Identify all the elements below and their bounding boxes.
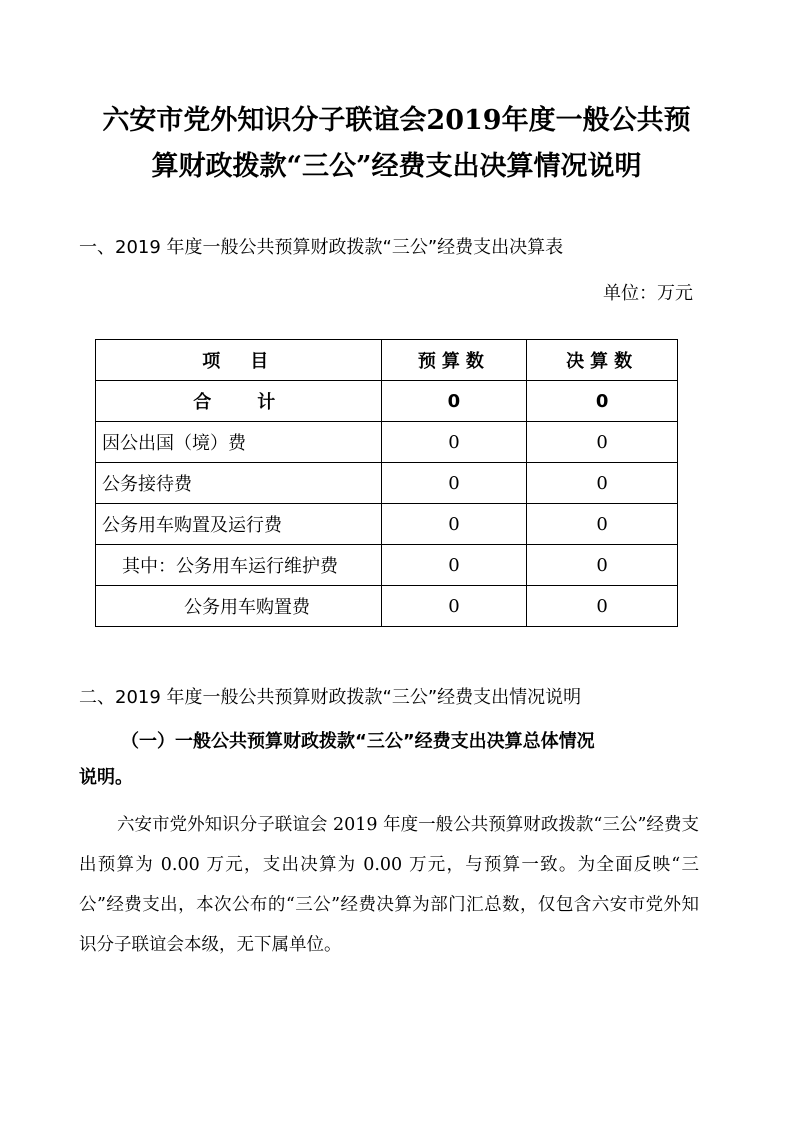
table-row xyxy=(96,504,678,545)
document-title xyxy=(40,98,753,190)
explanation-paragraph: 六安市党外知识分子联谊会 2019 年度一般公共预算财政拨款“三公”经费支出预算为 0.00 万元，支出决算为 0.00 万元，与预算一致。为全面反映“三公”经费支出，本次公布的“三公”经费决算为部门汇总数，仅包含六安市党外知识分子联谊会本级，无下属单位。 xyxy=(79,815,699,955)
row-label: 其中：公务用车运行维护费 xyxy=(96,545,382,586)
title-line-2: 算财政拨款“三公”经费支出决算情况说明 xyxy=(151,151,642,182)
table-header-row xyxy=(96,340,678,381)
row-budget: 0 xyxy=(381,463,527,504)
row-label: 合 计 xyxy=(96,381,382,422)
title-line-1: 六安市党外知识分子联谊会2019年度一般公共预 xyxy=(102,105,691,136)
section-1-heading: 一、2019 年度一般公共预算财政拨款“三公”经费支出决算表 xyxy=(79,237,564,258)
subsection-heading xyxy=(79,724,699,796)
header-final: 决算数 xyxy=(527,340,678,381)
row-budget: 0 xyxy=(381,586,527,627)
table-row xyxy=(96,463,678,504)
subsection-heading-line-1: （一）一般公共预算财政拨款“三公”经费支出决算总体情况 xyxy=(121,731,595,752)
row-label: 公务用车购置费 xyxy=(96,586,382,627)
table-row xyxy=(96,586,678,627)
row-final: 0 xyxy=(527,504,678,545)
subsection-heading-line-2: 说明。 xyxy=(79,767,133,788)
row-label: 公务用车购置及运行费 xyxy=(96,504,382,545)
header-budget: 预算数 xyxy=(381,340,527,381)
row-final: 0 xyxy=(527,463,678,504)
row-label: 因公出国（境）费 xyxy=(96,422,382,463)
row-final: 0 xyxy=(527,422,678,463)
row-budget: 0 xyxy=(381,504,527,545)
row-final: 0 xyxy=(527,545,678,586)
row-budget: 0 xyxy=(381,545,527,586)
row-final: 0 xyxy=(527,381,678,422)
row-budget: 0 xyxy=(381,381,527,422)
section-2-heading: 二、2019 年度一般公共预算财政拨款“三公”经费支出情况说明 xyxy=(79,687,582,708)
table-row xyxy=(96,422,678,463)
table-row-total xyxy=(96,381,678,422)
row-label: 公务接待费 xyxy=(96,463,382,504)
row-budget: 0 xyxy=(381,422,527,463)
budget-table xyxy=(95,339,678,627)
table-row xyxy=(96,545,678,586)
unit-label: 单位：万元 xyxy=(603,283,693,304)
row-final: 0 xyxy=(527,586,678,627)
header-item: 项 目 xyxy=(96,340,382,381)
